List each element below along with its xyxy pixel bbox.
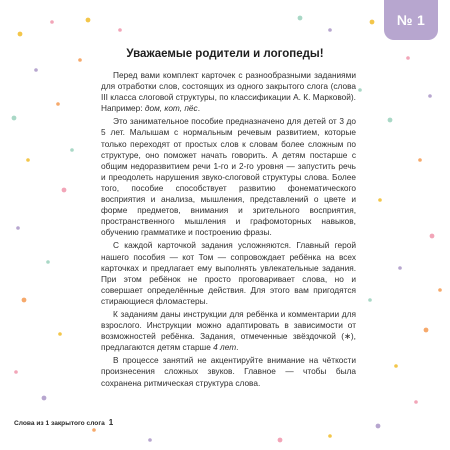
paragraph-4: К заданиям даны инструкции для ребёнка и комментарии для взрослого. Инструкции можно адаптировать в зависимости от возможностей ребёнка. Задания, отмеченные звёздочкой (∗), предлагаются детям старше 4 лет. [101, 308, 356, 353]
confetti-dot [398, 266, 402, 270]
confetti-dot [328, 434, 332, 438]
age: 4 лет [213, 342, 237, 353]
confetti-dot [388, 118, 393, 123]
confetti-dot [414, 400, 418, 404]
page-footer [14, 418, 113, 427]
confetti-dot [328, 28, 332, 32]
footer-label: Слова из 1 закрытого слога [14, 420, 105, 427]
confetti-dot [438, 288, 442, 292]
confetti-dot [394, 364, 398, 368]
confetti-dot [376, 424, 381, 429]
confetti-dot [92, 428, 96, 432]
confetti-dot [424, 328, 429, 333]
confetti-dot [118, 28, 122, 32]
confetti-dot [14, 370, 18, 374]
confetti-dot [368, 298, 372, 302]
star-icon: ∗ [343, 331, 351, 342]
intro-text [101, 70, 356, 391]
confetti-dot [358, 88, 362, 92]
confetti-dot [22, 298, 27, 303]
confetti-dot [34, 68, 38, 72]
page-number: 1 [108, 418, 114, 427]
confetti-dot [298, 16, 303, 21]
paragraph-2: Это занимательное пособие предназначено для детей от 3 до 5 лет. Малышам с нормальным речевым развитием, которые только переходят от простых слов к словам более сложным по структуре, оно поможет начать говорить. А детям постарше с общим недоразвитием речи 1-го и 2-го уровня — запустить речь и преодолеть нарушения звуко-слоговой структуры слова. Более того, пособие способствует развитию фонематического восприятия и анализа, мышления, представлений о цвете и форме предметов, внимания и зрительного восприятия, пространственного мышления и графомоторных навыков, обучению грамматике и построению фразы. [101, 116, 356, 238]
confetti-dot [18, 32, 23, 37]
confetti-dot [12, 116, 17, 121]
card-number-badge [384, 0, 438, 40]
confetti-dot [42, 396, 47, 401]
paragraph-1: Перед вами комплект карточек с разнообразными заданиями для отработки слов, состоящих из одного закрытого слога (слова III класса слоговой структуры, по классификации А. К. Марковой). Например: дом, кот, пёс. [101, 70, 356, 114]
confetti-dot [70, 148, 74, 152]
confetti-dot [16, 226, 20, 230]
paragraph-3: С каждой карточкой задания усложняются. Главный герой нашего пособия — кот Том — сопровождает ребёнка на всех карточках и предлагает ему выполнять увлекательные задания. При этом ребёнок не просто проговаривает слова, но и совершает определённые действия. Для этого вам пригодятся стирающиеся фломастеры. [101, 240, 356, 306]
confetti-dot [428, 94, 432, 98]
confetti-dot [418, 158, 422, 162]
confetti-dot [148, 438, 152, 442]
page-title: Уважаемые родители и логопеды! [126, 48, 324, 60]
paragraph-5: В процессе занятий не акцентируйте внимание на чёткости произнесения сложных звуков. Главное — чтобы была сохранена ритмическая структура слова. [101, 355, 356, 388]
confetti-dot [378, 198, 382, 202]
confetti-dot [26, 158, 30, 162]
confetti-dot [370, 20, 375, 25]
confetti-dot [62, 188, 67, 193]
confetti-dot [430, 234, 435, 239]
confetti-dot [46, 260, 50, 264]
confetti-dot [58, 332, 62, 336]
confetti-dot [86, 18, 91, 23]
confetti-dot [50, 20, 54, 24]
examples: дом, кот, пёс [144, 103, 198, 114]
confetti-dot [278, 438, 283, 443]
card-number: № 1 [396, 12, 426, 28]
confetti-dot [56, 102, 60, 106]
